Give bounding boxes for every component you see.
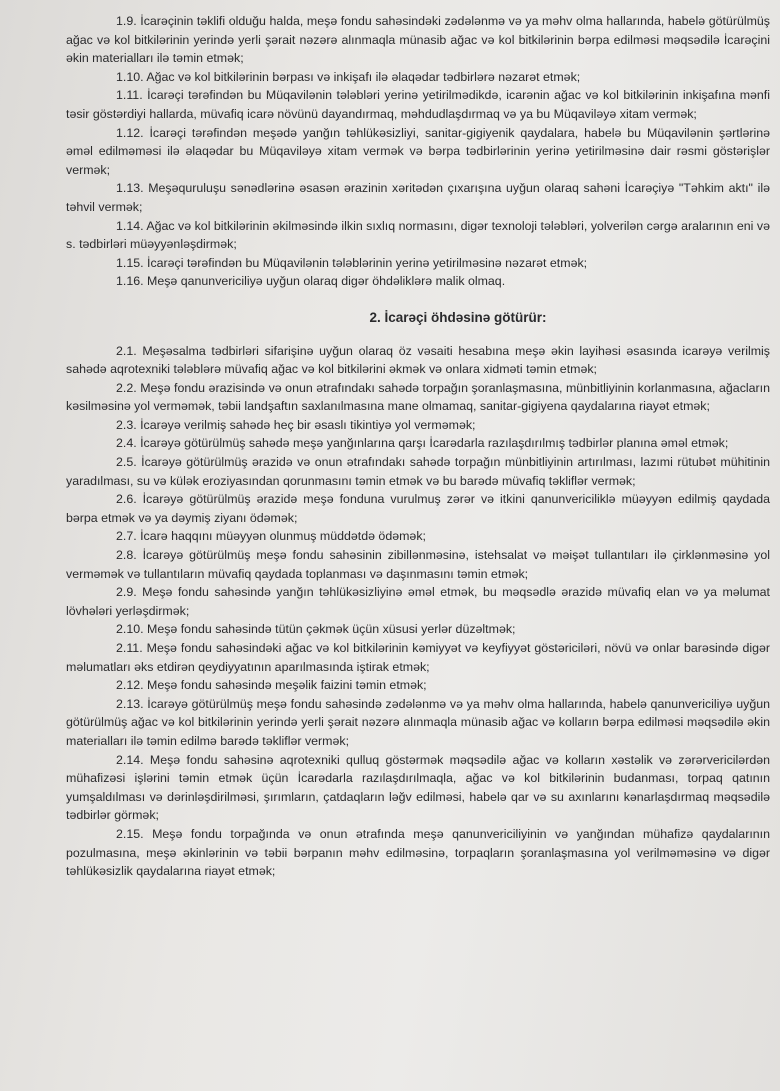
- clause-1-14: 1.14. Ağac və kol bitkilərinin əkilməsində ilkin sıxlıq normasını, digər texnoloji tələbləri, yolverilən cərgə aralarının eni və s. tədbirləri müəyyənləşdirmək;: [66, 218, 770, 252]
- clause-2-3: 2.3. İcarəyə verilmiş sahədə heç bir əsaslı tikintiyə yol verməmək;: [116, 417, 476, 432]
- section-2-title: 2. İcarəçi öhdəsinə götürür:: [369, 309, 547, 325]
- clause-2-4: 2.4. İcarəyə götürülmüş sahədə meşə yanğınlarına qarşı İcarədarla razılaşdırılmış tədbirlər planına əməl etmək;: [116, 436, 729, 451]
- clause-2-8: 2.8. İcarəyə götürülmüş meşə fondu sahəsinin zibillənməsinə, istehsalat və məişət tullantıları ilə çirklənməsinə yol verməmək və tullantıların müvafiq qaydada toplanması və daşınmasını təmin etmək;: [66, 548, 770, 581]
- clause-2-1: 2.1. Meşəsalma tədbirləri sifarişinə uyğun olaraq öz vəsaiti hesabına meşə əkin layihəsi əsasında icarəyə verilmiş sahədə aqrotexniki tələblərə müvafiq ağac və kol bitkilərini əkmək və onlara xidməti təmin etmək;: [66, 343, 770, 377]
- clause-2-2: 2.2. Meşə fondu ərazisində və onun ətrafındakı sahədə torpağın şoranlaşmasına, münbitliyinin korlanmasına, ağacların kəsilməsinə yol verməmək, təbii landşaftın saxlanılmasına mane olmamaq, sanitar-gigiyena qaydalarına riayət etmək;: [66, 380, 770, 414]
- clause-1-16: 1.16. Meşə qanunvericiliyə uyğun olaraq digər öhdəliklərə malik olmaq.: [116, 274, 506, 289]
- clause-2-6: 2.6. İcarəyə götürülmüş ərazidə meşə fonduna vurulmuş zərər və itkini qanunvericiliklə müəyyən edilmiş qaydada bərpa etmək və ya dəymiş ziyanı ödəmək;: [66, 492, 770, 525]
- clause-1-13: 1.13. Meşəquruluşu sənədlərinə əsasən ərazinin xəritədən çıxarışına uyğun olaraq sahəni İcarəçiyə "Təhkim aktı" ilə təhvil vermək;: [66, 181, 770, 214]
- clause-2-9: 2.9. Meşə fondu sahəsində yanğın təhlükəsizliyinə əməl etmək, bu məqsədlə ərazidə müvafiq elan və ya məlumat lövhələri yerləşdirmək;: [66, 585, 770, 618]
- clause-2-7: 2.7. İcarə haqqını müəyyən olunmuş müddətdə ödəmək;: [116, 529, 426, 544]
- clause-1-10: 1.10. Ağac və kol bitkilərinin bərpası və inkişafı ilə əlaqədar tədbirlərə nəzarət etmək;: [116, 69, 581, 84]
- clause-2-13: 2.13. İcarəyə götürülmüş meşə fondu sahəsində zədələnmə və ya məhv olma hallarında, habelə qanunvericiliyə uyğun götürülmüş ağac və kol bitkilərinin yerində yerli şərait nəzərə alınmaqla münasib ağac və kolların bərpa edilməsi məqsədilə əkin materialları ilə təmin edilmə barədə təkliflər vermək;: [66, 696, 770, 748]
- clause-2-14: 2.14. Meşə fondu sahəsinə aqrotexniki qulluq göstərmək məqsədilə ağac və kolların xəstəlik və zərərvericilərdən mühafizəsi işlərini təmin etmək üçün İcarədarla razılaşdırılmaqla, ağac və kol bitkilərinin budanması, torpaq qatının yumşaldılması və dərinləşdirilməsi, şırımların, çatdaqların ləğv edilməsi, habelə qar və su axınlarını kənarlaşdırmaq məqsədilə tədbirlər görmək;: [66, 752, 770, 823]
- clause-1-11: 1.11. İcarəçi tərəfindən bu Müqavilənin tələbləri yerinə yetirilmədikdə, icarənin ağac və kol bitkilərinin inkişafına mənfi təsir göstərdiyi hallarda, müvafiq icarə növünü dayandırmaq, məhdudlaşdırmaq və ya bu Müqaviləyə xitam vermək;: [66, 88, 770, 121]
- clause-2-5: 2.5. İcarəyə götürülmüş ərazidə və onun ətrafındakı sahədə torpağın münbitliyinin artırılması, lazımi rütubət mühitinin yaradılması, su və külək eroziyasından qorunmasını təmin etmək və bu barədə müvafiq təkliflər vermək;: [66, 455, 770, 488]
- clause-2-10: 2.10. Meşə fondu sahəsində tütün çəkmək üçün xüsusi yerlər düzəltmək;: [116, 622, 516, 637]
- clause-2-11: 2.11. Meşə fondu sahəsindəki ağac və kol bitkilərinin kəmiyyət və keyfiyyət göstəriciləri, növü və onlar barəsində digər məlumatları əks etdirən qeydiyyatının aparılmasında iştirak etmək;: [66, 641, 770, 674]
- clause-2-15: 2.15. Meşə fondu torpağında və onun ətrafında meşə qanunvericiliyinin və yanğından mühafizə qaydalarının pozulmasına, meşə əkinlərinin və təbii bərpanın məhv edilməsinə, torpaqların şoranlaşmasına yol verilməməsinə və digər təhlükəsizlik qaydalarına riayət etmək;: [66, 826, 770, 879]
- section-2-list: [66, 342, 770, 881]
- clause-1-9: 1.9. İcarəçinin təklifi olduğu halda, meşə fondu sahəsindəki zədələnmə və ya məhv olma hallarında, habelə götürülmüş ağac və kol bitkilərinin yerində yerli şərait nəzərə alınmaqla münasib ağac və kol bitkilərinin bərpa edilməsi məqsədilə İcarəçini əkin materialları ilə təmin etmək;: [66, 14, 770, 66]
- clause-1-12: 1.12. İcarəçi tərəfindən meşədə yanğın təhlükəsizliyi, sanitar-gigiyenik qaydalara, habelə bu Müqavilənin şərtlərinə əməl edilməməsi ilə əlaqədar bu Müqaviləyə xitam vermək və bərpa tədbirlərinin yerinə yetirilməsinə dair rəsmi göstərişlər vermək;: [66, 125, 770, 177]
- clause-1-15: 1.15. İcarəçi tərəfindən bu Müqavilənin tələblərinin yerinə yetirilməsinə nəzarət etmək;: [116, 255, 588, 270]
- section-1-list: [66, 12, 770, 291]
- clause-2-12: 2.12. Meşə fondu sahəsində meşəlik faizini təmin etmək;: [116, 678, 427, 693]
